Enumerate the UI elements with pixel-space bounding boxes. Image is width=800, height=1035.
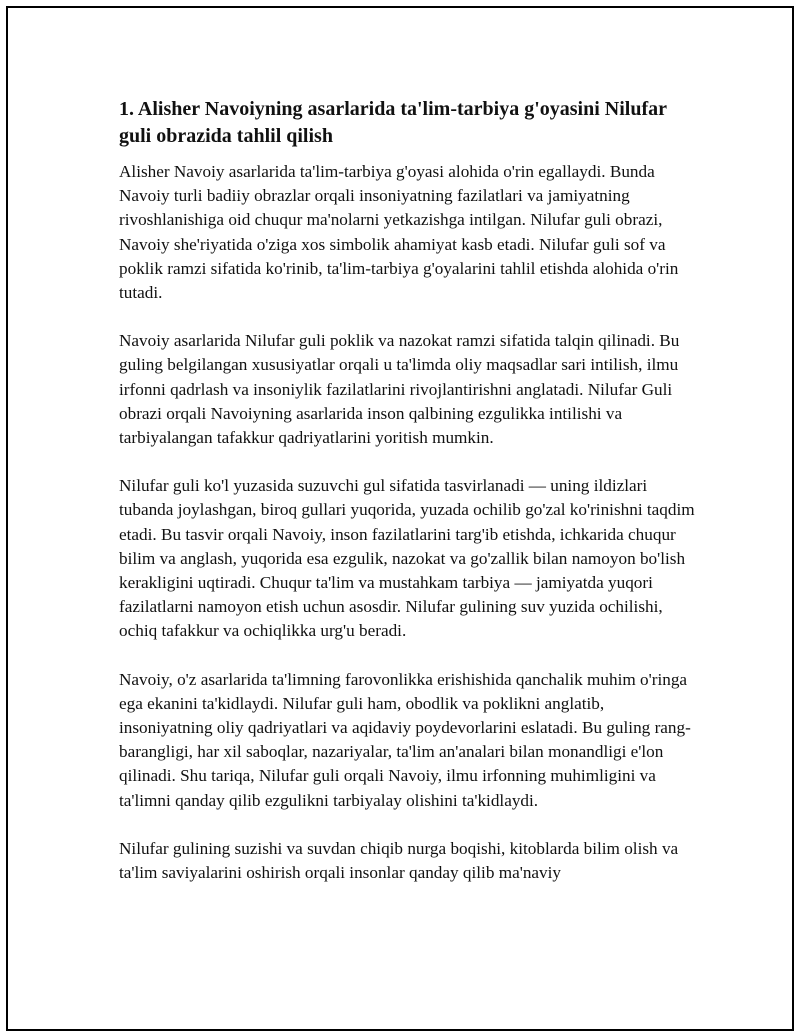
paragraph-3: Nilufar guli ko'l yuzasida suzuvchi gul sifatida tasvirlanadi — uning ildizlari tubanda joylashgan, biroq gullari yuqorida, yuzada ochilib go'zal ko'rinishni taqdim etadi. Bu tasvir orqali Navoiy, inson fazilatlarini targ'ib etishda, ichkarida chuqur bilim va anglash, yuqorida esa ezgulik, nazokat va go'zallik bilan namoyon bo'lish kerakligini uqtiradi. Chuqur ta'lim va mustahkam tarbiya — jamiyatda yuqori fazilatlarni namoyon etish uchun asosdir. Nilufar gulining suv yuzida ochilishi, ochiq tafakkur va ochiqlikka urg'u beradi.: [119, 476, 695, 641]
page-frame: [6, 6, 794, 1031]
paragraph-5: Nilufar gulining suzishi va suvdan chiqib nurga boqishi, kitoblarda bilim olish va ta'lim saviyalarini oshirish orqali insonlar qanday qilib ma'naviy: [119, 838, 679, 883]
paragraph-4: Navoiy, o'z asarlarida ta'limning farovonlikka erishishida qanchalik muhim o'ringa ega ekanini ta'kidlaydi. Nilufar guli ham, obodlik va poklikni anglatib, insoniyatning oliy qadriyatlari va aqidaviy poydevorlarini eslatadi. Bu guling rang-barangligi, har xil saboqlar, nazariyalar, ta'lim an'analari bilan monandligi e'lon qilinadi. Shu tariqa, Nilufar guli orqali Navoiy, ilmu irfonning muhimligini va ta'limni qanday qilib ezgulikni tarbiyalay olishini ta'kidlaydi.: [119, 669, 691, 810]
paragraph-2: Navoiy asarlarida Nilufar guli poklik va nazokat ramzi sifatida talqin qilinadi. Bu guling belgilangan xususiyatlar orqali u ta'limda oliy maqsadlar sari intilish, ilmu irfonni qadrlash va insoniylik fazilatlarini rivojlantirishni anglatadi. Nilufar Guli obrazi orqali Navoiyning asarlarida inson qalbining ezgulikka intilishi va tarbiyalangan tafakkur qadriyatlarini yoritish mumkin.: [119, 331, 680, 448]
paragraph-1: Alisher Navoiy asarlarida ta'lim-tarbiya g'oyasi alohida o'rin egallaydi. Bunda Navoiy turli badiiy obrazlar orqali insoniyatning fazilatlari va jamiyatning rivoshlanishiga oid chuqur ma'nolarni yetkazishga intilgan. Nilufar guli obrazi, Navoiy she'riyatida o'ziga xos simbolik ahamiyat kasb etadi. Nilufar guli sof va poklik ramzi sifatida ko'rinib, ta'lim-tarbiya g'oyalarini tahlil etishda alohida o'rin tutadi.: [119, 162, 679, 303]
document-body: [119, 96, 697, 885]
document-title: 1. Alisher Navoiyning asarlarida ta'lim-tarbiya g'oyasini Nilufar guli obrazida tahlil qilish: [119, 98, 667, 147]
